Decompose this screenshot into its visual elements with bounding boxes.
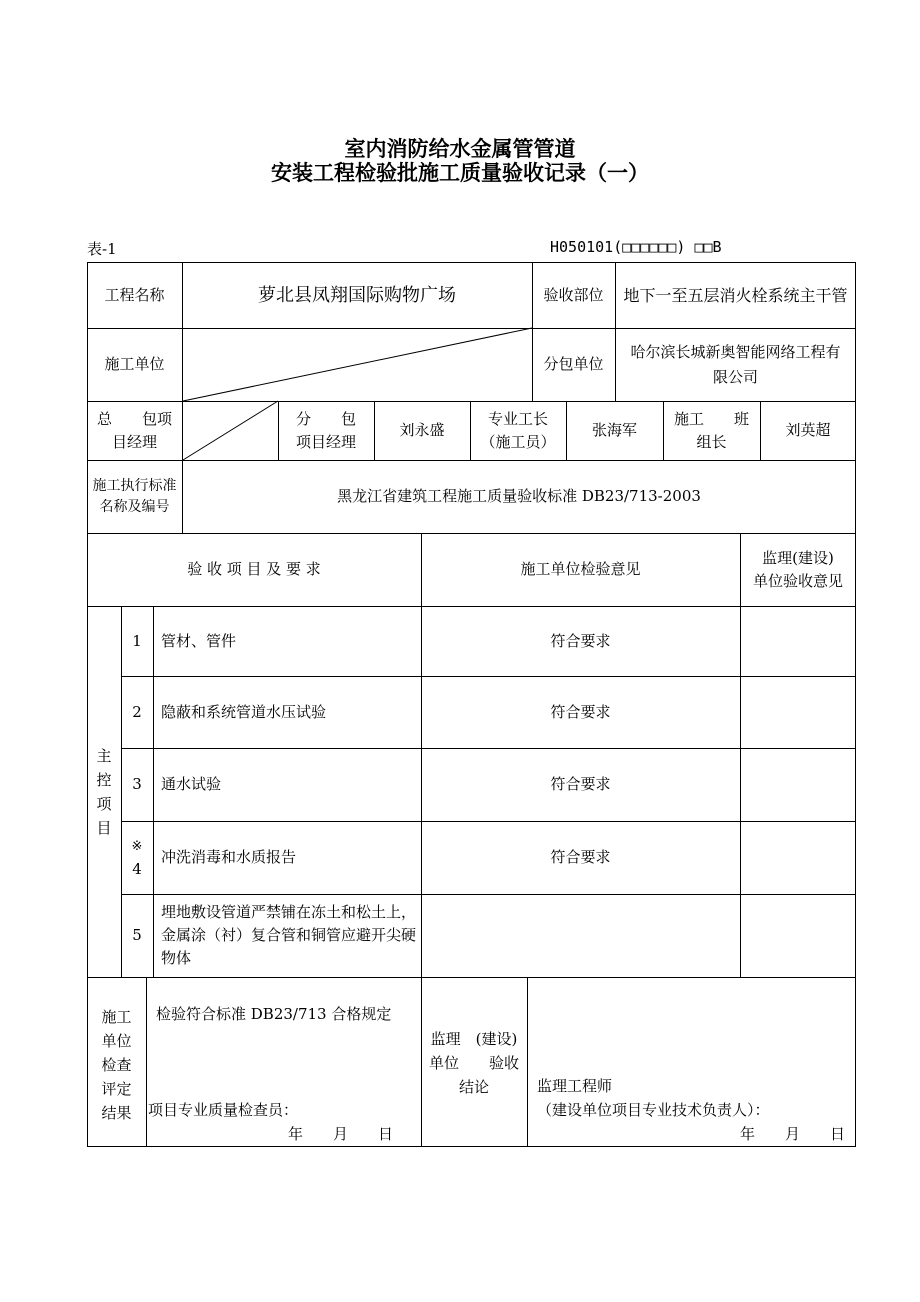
date-left: 年 月 日 [288, 1125, 394, 1143]
supervisor-conclusion-label-line-3: 结论 [458, 1078, 489, 1096]
evaluation-label-line-5: 结果 [101, 1104, 132, 1122]
general-pm-label-line-2: 目经理 [111, 432, 157, 451]
supervisor-conclusion-label-line-1: 监理 (建设) [430, 1030, 518, 1048]
sub-pm-label [278, 401, 374, 460]
main-control-label [87, 606, 121, 977]
evaluation-result: 检验符合标准 DB23/713 合格规定 [156, 1005, 392, 1023]
foreman-label-line-2: （施工员） [480, 432, 556, 451]
subcontract-unit-label: 分包单位 [543, 355, 604, 373]
item-requirement: 冲洗消毒和水质报告 [161, 848, 297, 866]
construction-unit-label: 施工单位 [104, 355, 165, 373]
evaluation-label-line-4: 评定 [101, 1080, 132, 1098]
item-no: 3 [132, 775, 142, 793]
supervisor-conclusion-label [421, 977, 527, 1147]
general-pm-label-line-1: 总 包项 [96, 409, 172, 428]
item-requirement: 隐蔽和系统管道水压试验 [161, 702, 327, 721]
acceptance-part: 地下一至五层消火栓系统主干管 [623, 285, 848, 305]
team-leader-label [663, 401, 760, 460]
supervisor-opinion-header [740, 533, 856, 606]
main-control-char-1: 主 [96, 746, 112, 765]
standard: 黑龙江省建筑工程施工质量验收标准 DB23/713-2003 [337, 487, 701, 505]
contractor-opinion-header: 施工单位检验意见 [520, 560, 641, 578]
owner-tech-lead: （建设单位项目专业技术负责人）： [537, 1101, 770, 1119]
general-pm-label [87, 401, 182, 460]
standard-label-line-1: 施工执行标准 [92, 477, 177, 494]
evaluation-label [87, 977, 146, 1147]
standard-label [87, 460, 182, 533]
key-item-mark: ※ [131, 838, 143, 854]
item-result: 符合要求 [550, 702, 611, 721]
item-requirement: 埋地敷设管道严禁铺在冻土和松土上，金属涂（衬）复合管和铜管应避开尖硬物体 [161, 903, 417, 967]
supervisor-conclusion-label-line-2: 单位 验收 [428, 1054, 519, 1072]
construction-unit [182, 328, 532, 401]
item-no-with-mark [121, 821, 153, 894]
main-control-char-3: 项 [96, 794, 112, 813]
foreman: 张海军 [591, 421, 637, 439]
team-leader-label-line-2: 组长 [696, 432, 727, 451]
quality-inspector: 项目专业质量检查员： [148, 1101, 299, 1119]
form-code: H050101(□□□□□□) □□B [550, 238, 722, 256]
item-supervisor-opinion [740, 606, 856, 676]
foreman-label-line-1: 专业工长 [487, 409, 548, 428]
main-control-char-2: 控 [96, 770, 112, 789]
item-no: 5 [132, 926, 142, 944]
title-line-1: 室内消防给水金属管管道 [344, 137, 576, 161]
form-number: 表-1 [87, 240, 117, 258]
sub-pm-label-line-2: 项目经理 [295, 432, 356, 451]
items-header: 验 收 项 目 及 要 求 [187, 560, 321, 578]
team-leader-label-line-1: 施工 班 [673, 409, 749, 428]
standard-label-line-2: 名称及编号 [99, 498, 170, 515]
item-no: 4 [132, 859, 142, 878]
project-name: 萝北县凤翔国际购物广场 [258, 284, 456, 306]
item-no: 2 [132, 702, 142, 721]
item-requirement: 管材、管件 [161, 631, 237, 650]
team-leader: 刘英超 [785, 421, 831, 439]
evaluation-label-line-2: 单位 [101, 1032, 132, 1050]
acceptance-part-label: 验收部位 [543, 285, 604, 304]
item-result [421, 894, 740, 977]
item-result: 符合要求 [550, 631, 611, 650]
supervisor-opinion-header-line-2: 单位验收意见 [752, 571, 843, 590]
sub-pm: 刘永盛 [399, 421, 445, 439]
supervising-engineer: 监理工程师 [537, 1077, 613, 1095]
title-line-2: 安装工程检验批施工质量验收记录（一） [271, 161, 649, 185]
item-result: 符合要求 [550, 848, 611, 866]
main-control-char-4: 目 [96, 818, 112, 837]
evaluation-label-line-3: 检查 [101, 1056, 132, 1074]
item-no: 1 [132, 631, 142, 650]
item-result: 符合要求 [550, 775, 611, 793]
project-name-label: 工程名称 [104, 285, 165, 304]
date-right: 年 月 日 [740, 1125, 846, 1143]
foreman-label [470, 401, 566, 460]
supervisor-opinion-header-line-1: 监理(建设) [762, 548, 834, 567]
subcontract-unit: 哈尔滨长城新奥智能网络工程有限公司 [630, 342, 841, 386]
evaluation-label-line-1: 施工 [101, 1008, 132, 1026]
item-requirement: 通水试验 [161, 775, 222, 793]
sub-pm-label-line-1: 分 包 [295, 409, 356, 428]
